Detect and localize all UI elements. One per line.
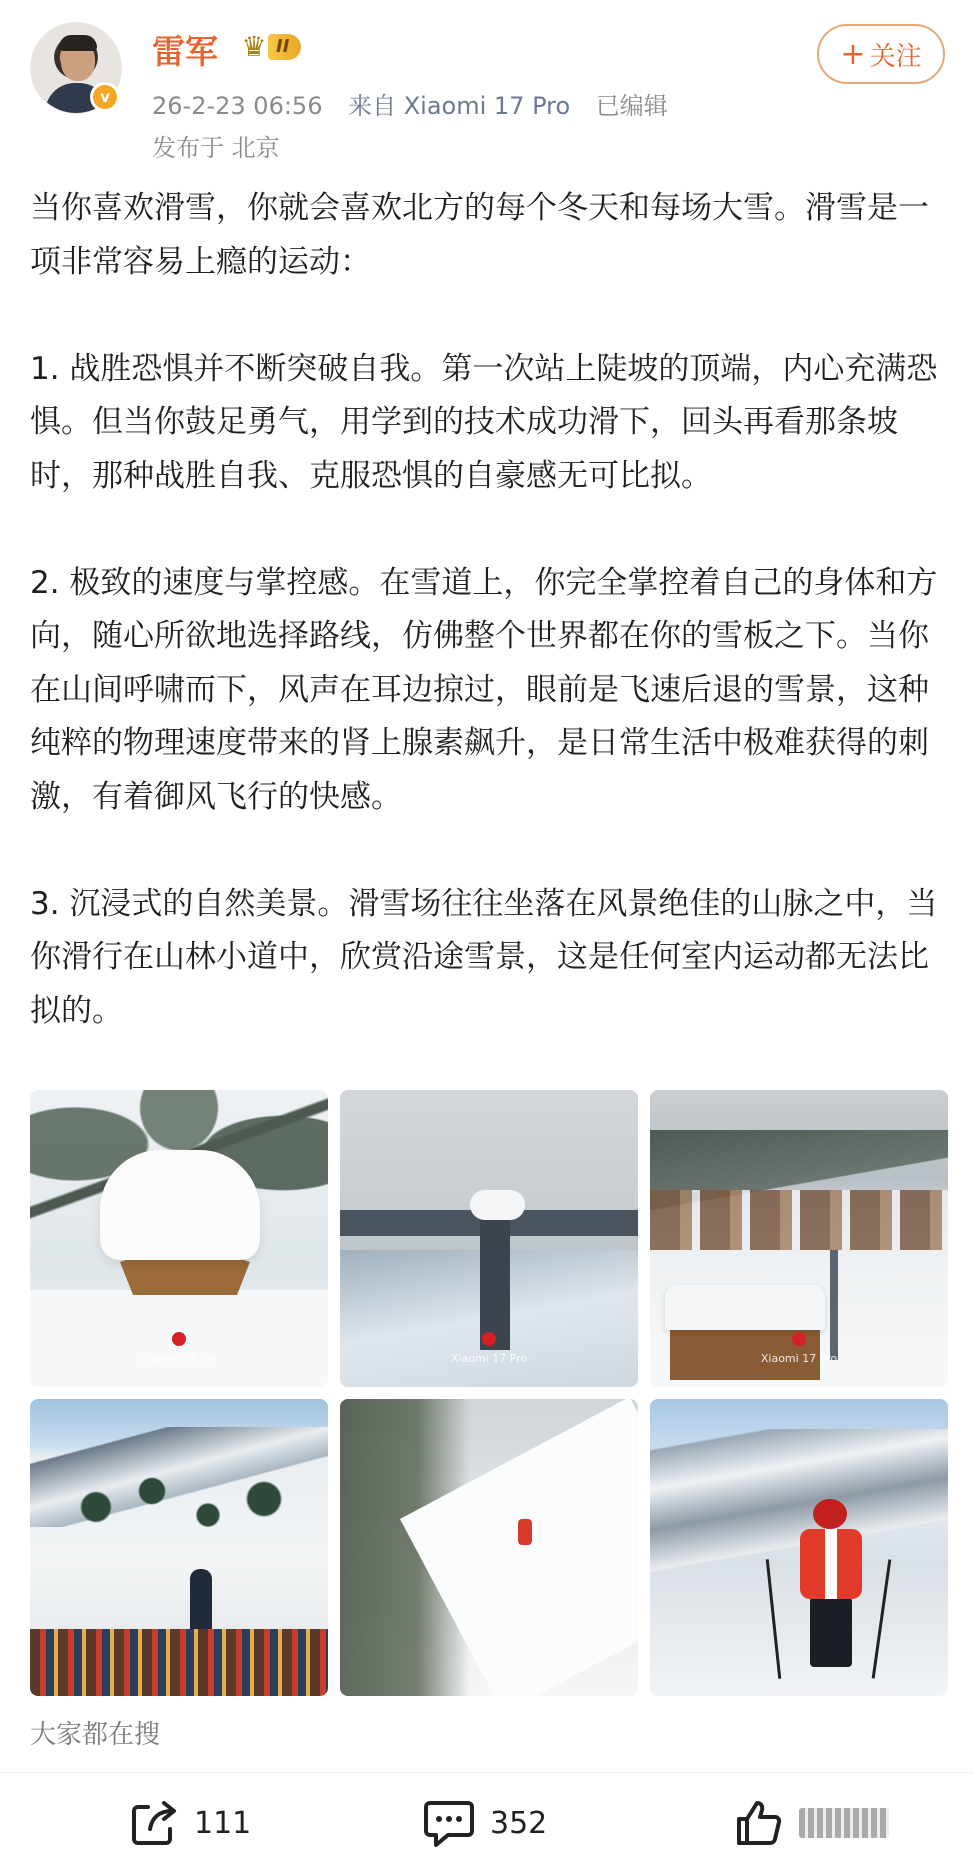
comment-count: 352 [490,1805,548,1841]
divider [0,1772,974,1773]
vip-level: II [268,34,301,60]
share-button[interactable] [128,1793,251,1853]
photo-snowcap [470,1190,525,1220]
photo-skier [518,1519,532,1545]
follow-label: 关注 [869,41,922,72]
photo-roof [665,1285,825,1330]
leica-logo-icon [482,1332,496,1346]
comment-icon [422,1797,476,1849]
share-icon [128,1797,180,1849]
photo-railing-slope[interactable] [340,1090,638,1387]
post-meta [152,86,686,121]
like-button[interactable] [733,1793,889,1853]
action-bar [0,1775,974,1870]
post-paragraph: 1. 战胜恐惧并不断突破自我。第一次站上陡坡的顶端，内心充满恐惧。但当你鼓足勇气，用学到的技术成功滑下，回头再看那条坡时，那种战胜自我、克服恐惧的自豪感无可比拟。 [30,350,938,494]
follow-button[interactable] [817,24,945,84]
photo-skier-red[interactable] [650,1399,948,1696]
share-count: 111 [194,1805,252,1841]
post-paragraph: 当你喜欢滑雪，你就会喜欢北方的每个冬天和每场大雪。滑雪是一项非常容易上瘾的运动： [30,190,929,280]
leica-logo-icon [172,1332,186,1346]
post-location: 发布于 北京 [152,134,280,162]
photo-roof [100,1150,260,1260]
trending-label[interactable]: 大家都在搜 [30,1720,161,1750]
crown-icon: ♛ [241,30,267,63]
photo-jacket [800,1529,862,1599]
photo-grid [30,1090,948,1696]
photo-post [480,1200,510,1350]
leica-logo-icon [792,1332,806,1346]
photo-helmet [813,1499,847,1529]
post-paragraph: 3. 沉浸式的自然美景。滑雪场往往坐落在风景绝佳的山脉之中，当你滑行在山林小道中，欣赏沿途雪景，这是任何室内运动都无法比拟的。 [30,885,938,1029]
post-timestamp: 26-2-23 06:56 [152,92,323,120]
post-source[interactable]: 来自 Xiaomi 17 Pro [348,92,571,120]
verified-icon: v [90,82,120,112]
photo-snow-hut[interactable] [30,1090,328,1387]
photo-watermark: Xiaomi 17 Pro [30,1332,328,1365]
post-header [0,0,974,170]
photo-pines [40,1459,320,1539]
photo-watermark: Xiaomi 17 Pro [340,1332,638,1365]
post-paragraph: 2. 极致的速度与掌控感。在雪道上，你完全掌控着自己的身体和方向，随心所欲地选择路线，仿佛整个世界都在你的雪板之下。当你在山间呼啸而下，风声在耳边掠过，眼前是飞速后退的雪景，这种纯粹的物理速度带来的肾上腺素飙升，是日常生活中极难获得的刺激，有着御风飞行的快感。 [30,564,938,815]
photo-pants [810,1597,852,1667]
photo-ski-resort[interactable] [30,1399,328,1696]
plus-icon: + [840,36,866,72]
comment-button[interactable] [422,1793,547,1853]
like-count-blurred [799,1808,889,1838]
edited-label[interactable]: 已编辑 [595,92,668,120]
post-content [30,182,946,1038]
photo-steep-slope[interactable] [340,1399,638,1696]
photo-ski-village[interactable] [650,1090,948,1387]
photo-crowd [30,1629,328,1696]
avatar-hair [59,35,97,51]
author-name[interactable]: 雷军 [152,32,218,71]
photo-chalets [650,1190,948,1250]
vip-badge[interactable] [234,30,301,64]
thumbs-up-icon [733,1797,785,1849]
photo-ranges [650,1429,948,1579]
photo-watermark: Xiaomi 17 Pro [650,1332,948,1365]
